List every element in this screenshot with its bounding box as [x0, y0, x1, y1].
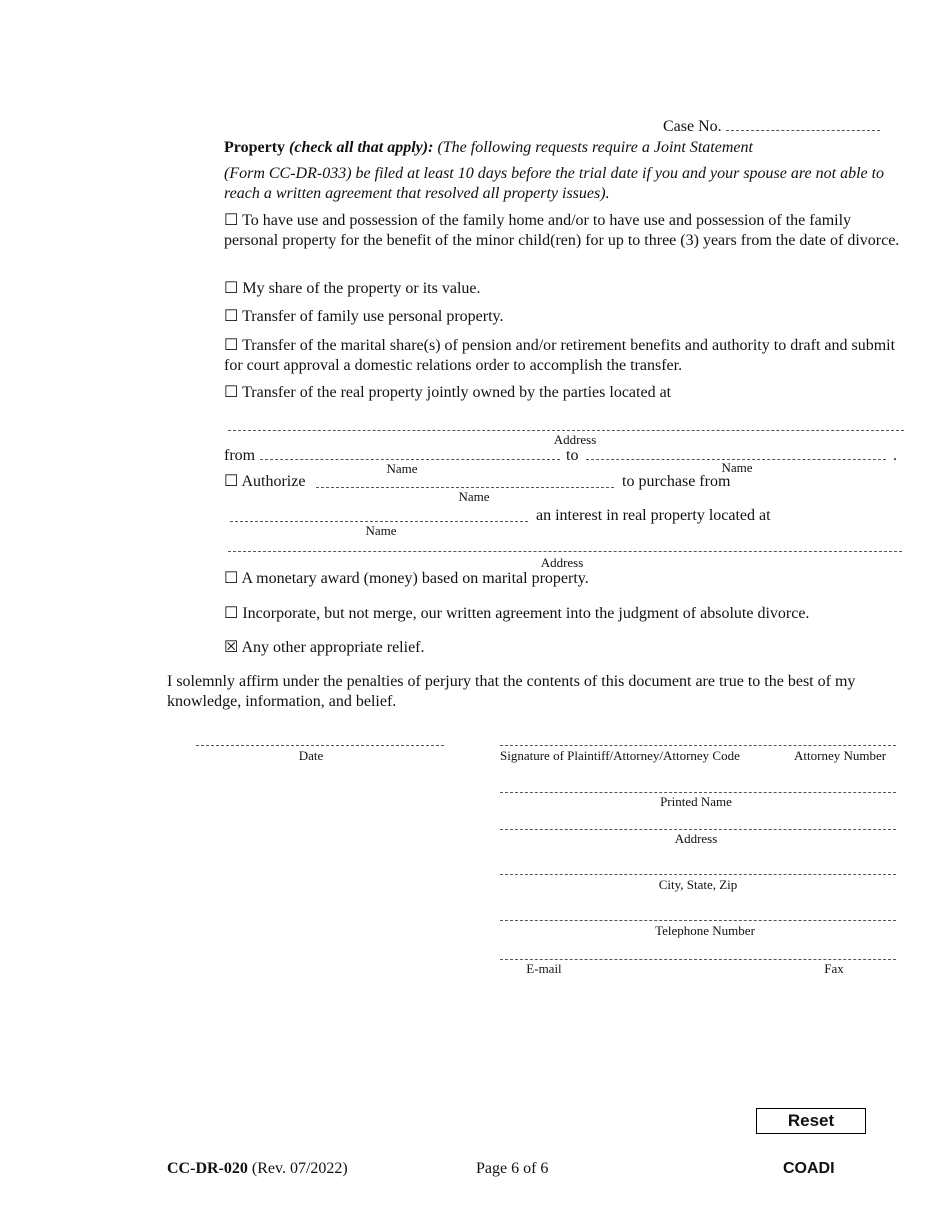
date-caption: Date [298, 748, 324, 763]
authorize-row [224, 472, 305, 492]
option-incorporate [224, 604, 904, 624]
option-pension [224, 336, 904, 376]
checkbox-monetary-award[interactable]: ☐ [224, 570, 239, 587]
footer-brand: COADI [783, 1160, 835, 1177]
case-no-label: Case No. [663, 118, 722, 135]
seller-name-caption: Name [365, 523, 397, 538]
attorney-number-caption: Attorney Number [794, 748, 887, 763]
property-note: (Form CC-DR-033) be filed at least 10 days before the trial date if you and your spouse are not able to reach a written agreement that resolved all property issues). [224, 165, 885, 202]
signature-field[interactable] [500, 745, 896, 746]
checkbox-pension[interactable]: ☐ [224, 337, 239, 354]
reset-button[interactable]: Reset [756, 1108, 866, 1134]
printed-name-field[interactable] [500, 792, 896, 793]
option-monetary-award-text: A monetary award (money) based on marital property. [241, 570, 589, 587]
option-real-property-text: Transfer of the real property jointly owned by the parties located at [242, 384, 672, 401]
from-name-field[interactable] [260, 459, 560, 460]
address-field[interactable] [500, 829, 896, 830]
case-no-field[interactable] [726, 130, 880, 131]
checkbox-family-home[interactable]: ☐ [224, 212, 239, 229]
option-monetary-award [224, 569, 904, 589]
option-family-home [224, 211, 904, 251]
option-my-share-text: My share of the property or its value. [242, 280, 481, 297]
footer-form-id [167, 1159, 348, 1179]
footer-revision: (Rev. 07/2022) [251, 1160, 348, 1177]
from-name-caption: Name [386, 461, 418, 476]
city-state-zip-field[interactable] [500, 874, 896, 875]
option-incorporate-text: Incorporate, but not merge, our written agreement into the judgment of absolute divorce. [242, 605, 810, 622]
authorize-label: Authorize [241, 473, 306, 490]
email-caption: E-mail [526, 961, 562, 976]
option-my-share [224, 279, 904, 299]
interest-address-field[interactable] [228, 551, 902, 552]
real-property-address-field[interactable] [228, 430, 904, 431]
footer-page-number: Page 6 of 6 [476, 1160, 549, 1177]
checkbox-authorize[interactable]: ☐ [224, 473, 239, 490]
option-pension-text: Transfer of the marital share(s) of pension and/or retirement benefits and authority to draft and submit for court approval a domestic relations order to accomplish the transfer. [224, 337, 896, 374]
authorize-name-caption: Name [458, 489, 490, 504]
property-heading-bold: Property [224, 139, 286, 156]
option-real-property [224, 383, 904, 403]
checkbox-real-property[interactable]: ☐ [224, 384, 239, 401]
property-heading-check-all: (check all that apply): [289, 139, 434, 156]
interest-label: an interest in real property located at [536, 507, 771, 524]
signature-caption: Signature of Plaintiff/Attorney/Attorney Code [500, 748, 740, 763]
printed-name-caption: Printed Name [660, 794, 732, 809]
from-label: from [224, 447, 256, 464]
property-heading-note: (The following requests require a Joint Statement [437, 139, 753, 156]
footer-form-code: CC-DR-020 [167, 1160, 248, 1177]
telephone-field[interactable] [500, 920, 896, 921]
option-other-relief-text: Any other appropriate relief. [241, 639, 425, 656]
address-caption: Address [674, 831, 718, 846]
checkbox-incorporate[interactable]: ☐ [224, 605, 239, 622]
email-fax-field[interactable] [500, 959, 896, 960]
checkbox-my-share[interactable]: ☐ [224, 280, 239, 297]
date-field[interactable] [196, 745, 444, 746]
option-other-relief [224, 638, 904, 658]
authorize-name-field[interactable] [316, 487, 614, 488]
seller-name-field[interactable] [230, 521, 528, 522]
to-name-caption: Name [721, 460, 753, 475]
fax-caption: Fax [824, 961, 844, 976]
checkbox-other-relief[interactable]: ☒ [224, 639, 239, 656]
to-label: to [566, 447, 579, 464]
checkbox-personal-property[interactable]: ☐ [224, 308, 239, 325]
period: . [893, 447, 897, 464]
telephone-caption: Telephone Number [655, 923, 755, 938]
city-state-zip-caption: City, State, Zip [658, 877, 738, 892]
option-personal-property [224, 307, 904, 327]
option-personal-property-text: Transfer of family use personal property. [242, 308, 504, 325]
purchase-from-label: to purchase from [622, 473, 731, 490]
option-family-home-text: To have use and possession of the family home and/or to have use and possession of the family personal property for the benefit of the minor child(ren) for up to three (3) years from the date of divorce. [224, 212, 900, 249]
interest-address-caption: Address [540, 555, 584, 570]
real-property-address-caption: Address [553, 432, 597, 447]
property-heading [224, 138, 904, 158]
affirmation-text: I solemnly affirm under the penalties of perjury that the contents of this document are true to the best of my knowledge, information, and belief. [167, 673, 856, 710]
